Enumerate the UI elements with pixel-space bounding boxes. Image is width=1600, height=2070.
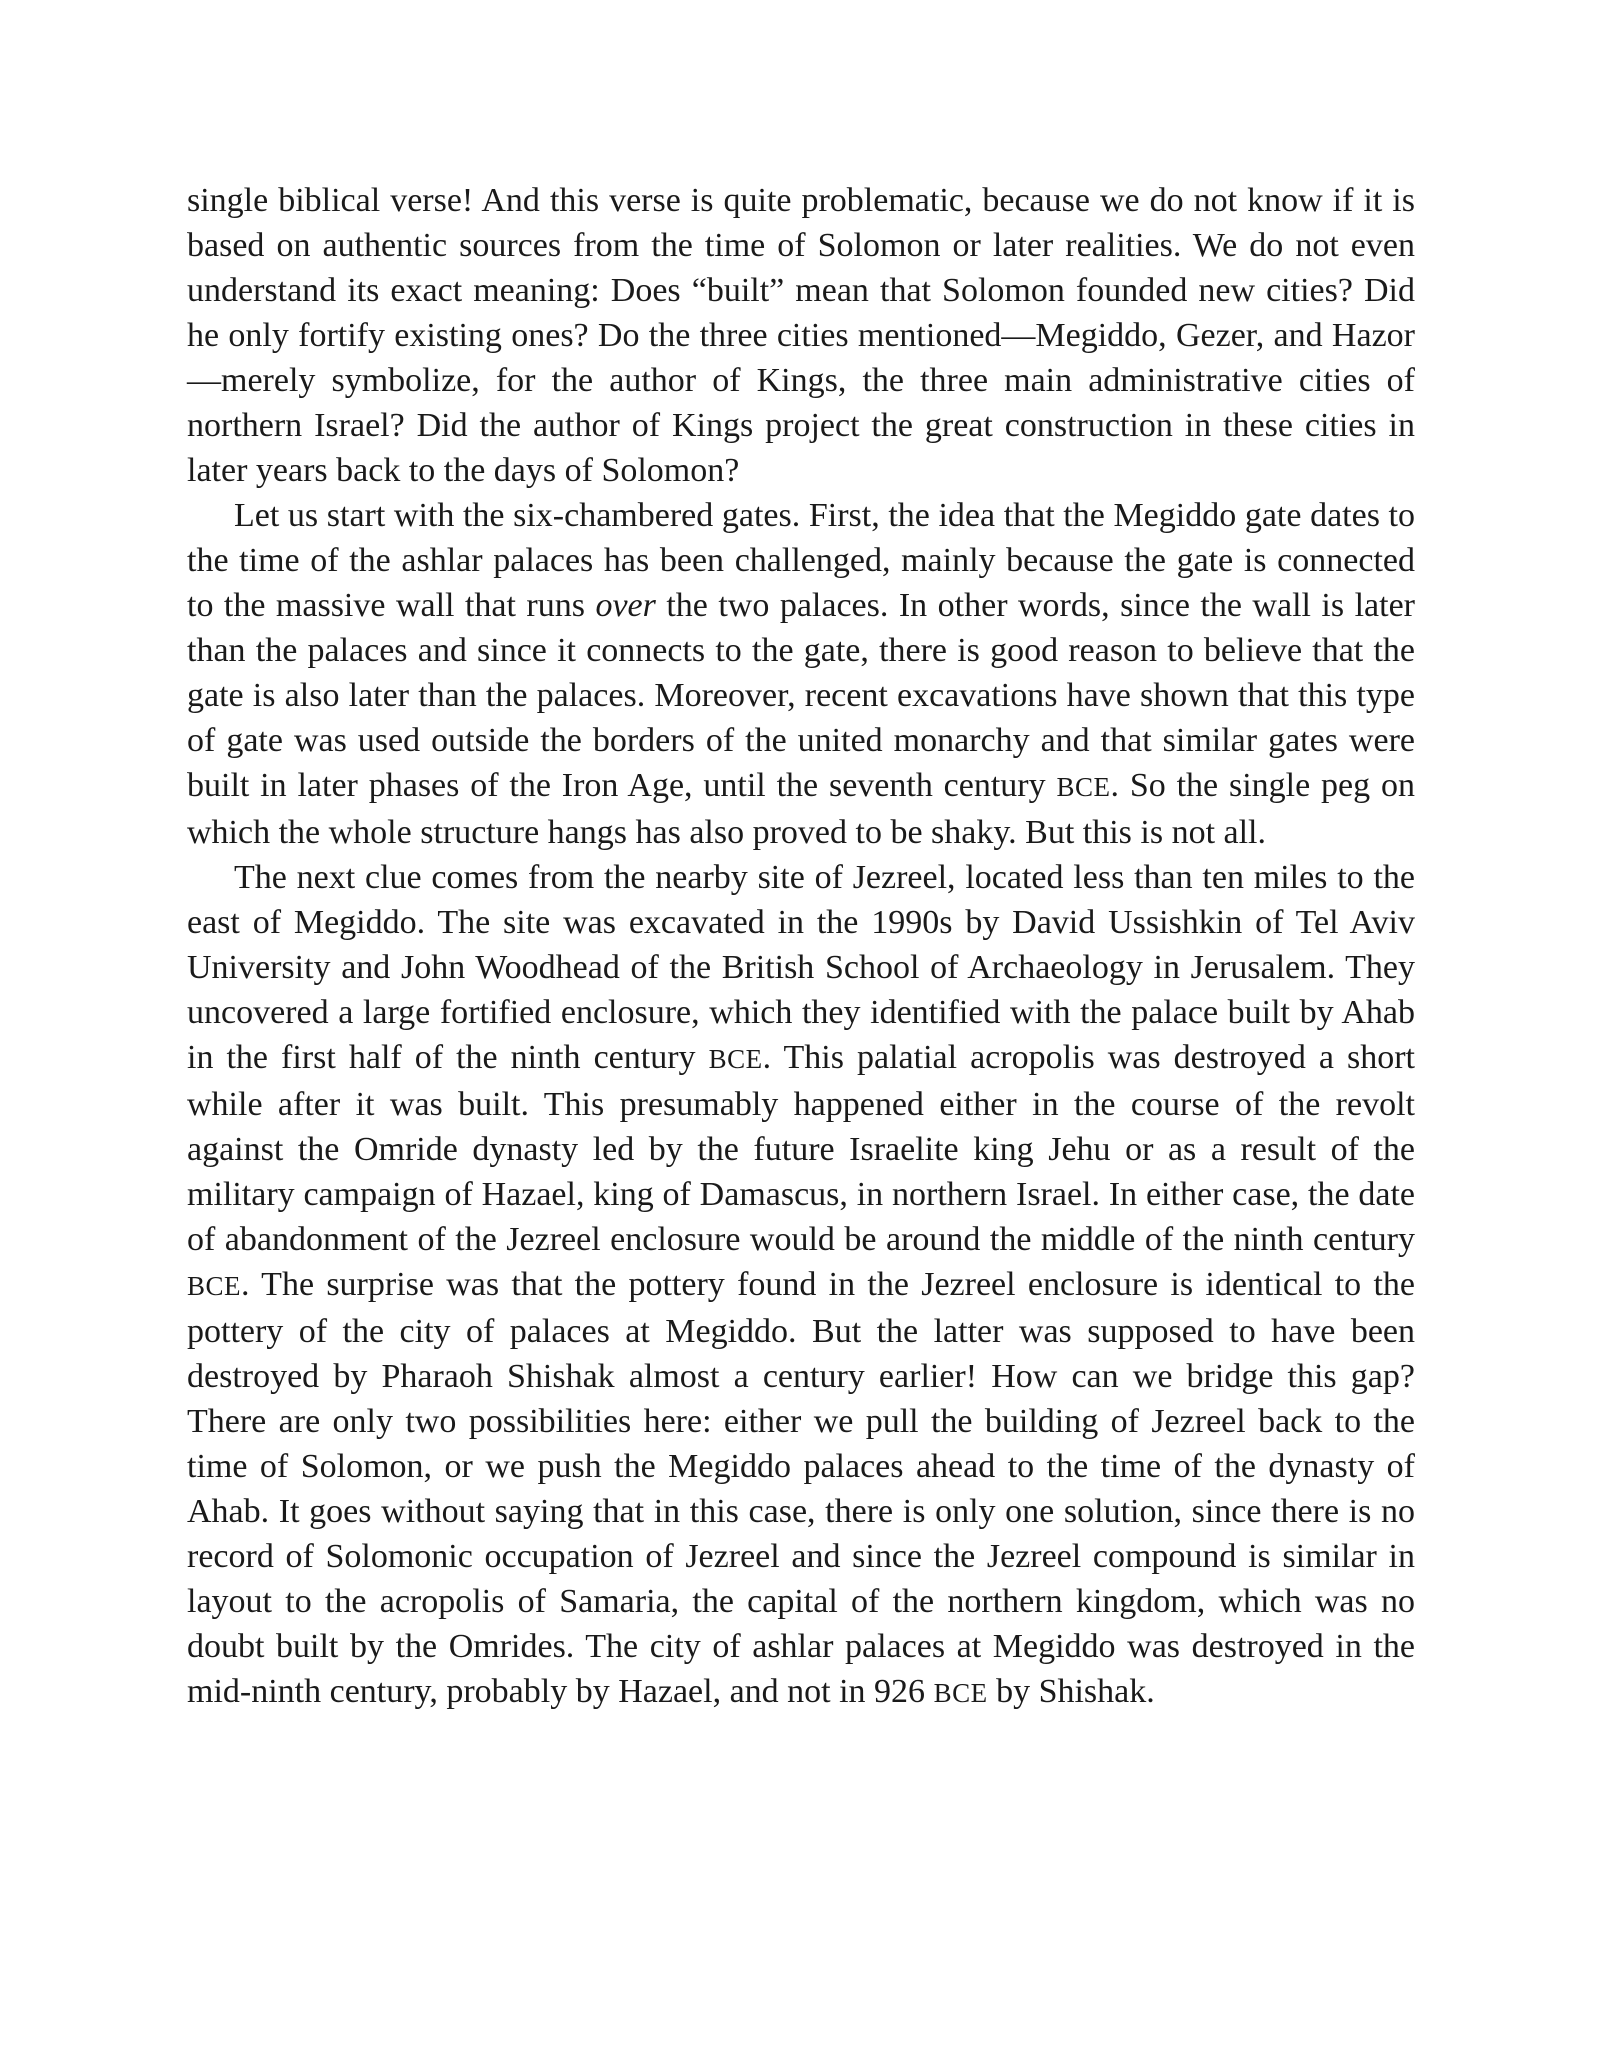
paragraph-3-text-a: The next clue comes from the nearby site of Jezreel, located less than ten miles to the east of Megiddo. The site was excavated in the 1990s by David Ussishkin of Tel Aviv University and John Woodhead of the British School of Archaeology in Jerusalem. They uncovered a large fortified enclosure, which they identified with the palace built by Ahab in the first half of the ninth century — [187, 859, 1415, 1076]
paragraph-2 — [187, 493, 1415, 855]
paragraph-3-text-d: by Shishak. — [987, 1673, 1155, 1710]
era-abbreviation: BCE — [708, 1044, 763, 1074]
paragraph-2-text-c: . So the single peg on which the whole structure hangs has also proved to be shaky. But this is not all. — [187, 767, 1415, 851]
emphasis-over: over — [595, 587, 656, 624]
paragraph-1-text: single biblical verse! And this verse is quite problematic, because we do not know if it is based on authentic sources from the time of Solomon or later realities. We do not even understand its exact meaning: Does “built” mean that Solomon founded new cities? Did he only fortify existing ones? Do the three cities mentioned—Megiddo, Gezer, and Hazor—merely symbolize, for the author of Kings, the three main administrative cities of northern Israel? Did the author of Kings project the great construction in these cities in later years back to the days of Solomon? — [187, 182, 1415, 489]
paragraph-2-text-a: Let us start with the six-chambered gates. First, the idea that the Megiddo gate dates to the time of the ashlar palaces has been challenged, mainly because the gate is connected to the massive wall that runs — [187, 497, 1415, 624]
page-body — [187, 178, 1415, 1716]
paragraph-3-text-c: . The surprise was that the pottery found in the Jezreel enclosure is identical to the pottery of the city of palaces at Megiddo. But the latter was supposed to have been destroyed by Pharaoh Shishak almost a century earlier! How can we bridge this gap? There are only two possibilities here: either we pull the building of Jezreel back to the time of Solomon, or we push the Megiddo palaces ahead to the time of the dynasty of Ahab. It goes without saying that in this case, there is only one solution, since there is no record of Solomonic occupation of Jezreel and since the Jezreel compound is similar in layout to the acropolis of Samaria, the capital of the northern kingdom, which was no doubt built by the Omrides. The city of ashlar palaces at Megiddo was destroyed in the mid-ninth century, probably by Hazael, and not in 926 — [187, 1266, 1415, 1710]
era-abbreviation: BCE — [187, 1271, 242, 1301]
paragraph-3-text-b: . This palatial acropolis was destroyed a short while after it was built. This presumably happened either in the course of the revolt against the Omride dynasty led by the future Israelite king Jehu or as a result of the military campaign of Hazael, king of Damascus, in northern Israel. In either case, the date of abandonment of the Jezreel enclosure would be around the middle of the ninth century — [187, 1039, 1415, 1258]
paragraph-3 — [187, 855, 1415, 1716]
era-abbreviation: BCE — [933, 1678, 988, 1708]
paragraph-2-text-b: the two palaces. In other words, since the wall is later than the palaces and since it connects to the gate, there is good reason to believe that the gate is also later than the palaces. Moreover, recent excavations have shown that this type of gate was used outside the borders of the united monarchy and that similar gates were built in later phases of the Iron Age, until the seventh century — [187, 587, 1415, 804]
era-abbreviation: BCE — [1056, 772, 1111, 802]
paragraph-1 — [187, 178, 1415, 493]
